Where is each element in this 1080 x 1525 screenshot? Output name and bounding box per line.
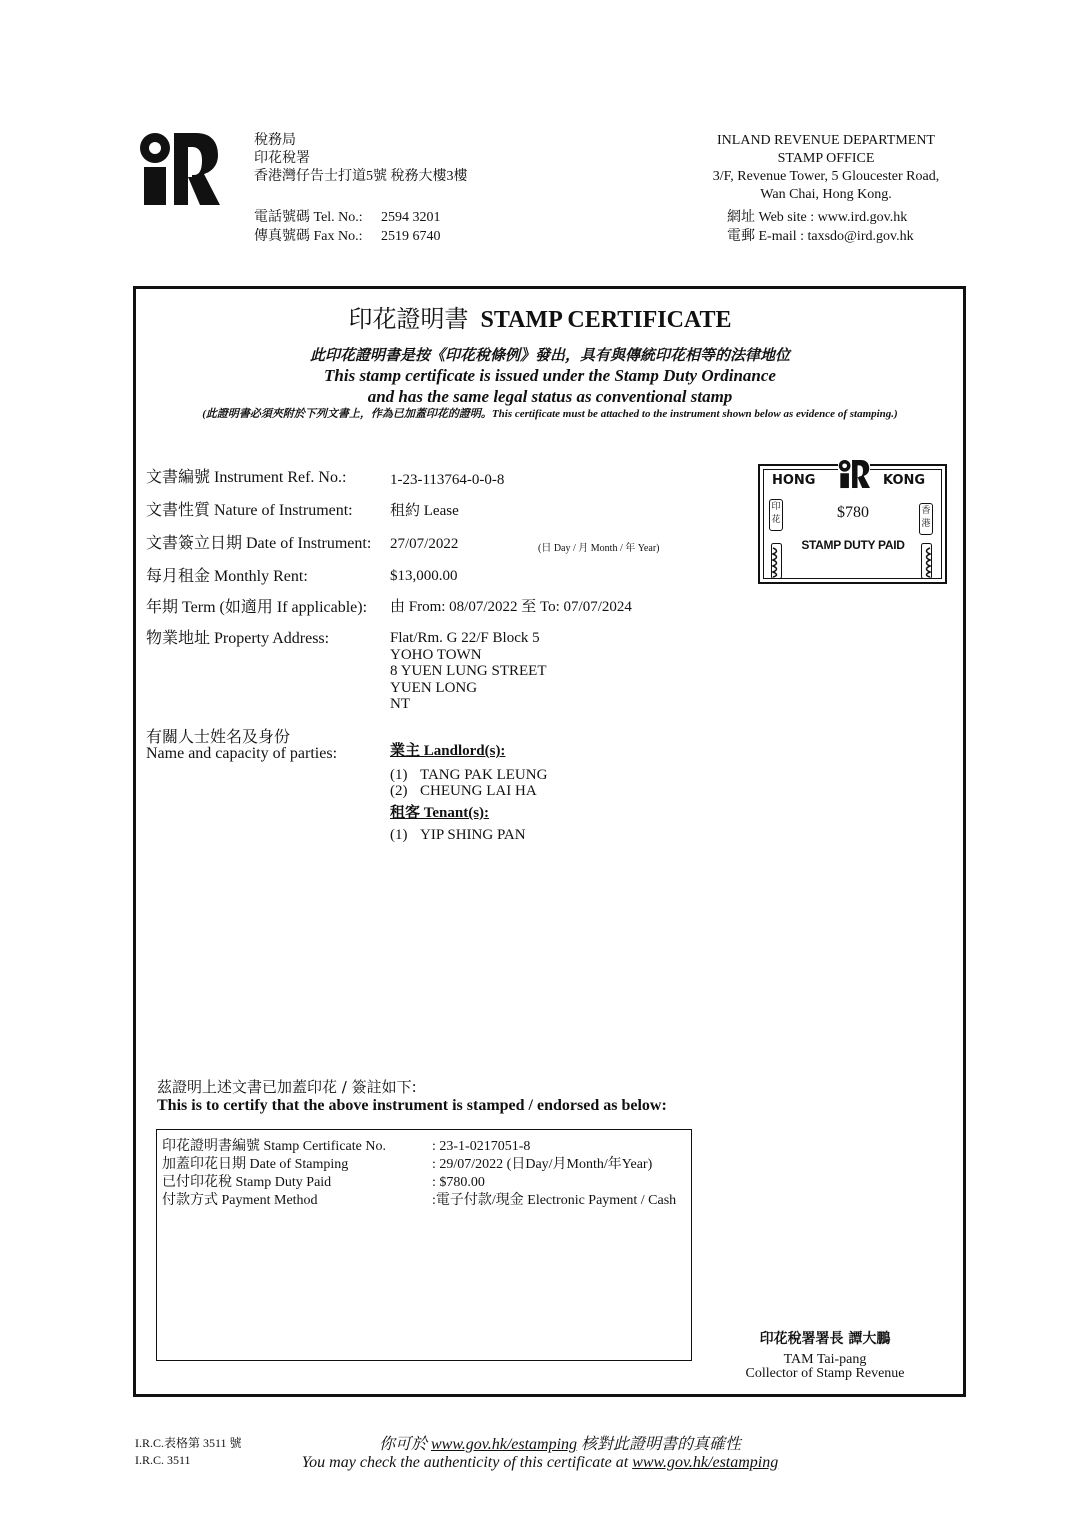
verify-link[interactable]: www.gov.hk/estamping — [632, 1454, 779, 1471]
stamping-date-label: 加蓋印花日期 Date of Stamping — [162, 1157, 349, 1172]
stamping-date-value: : 29/07/2022 (日Day/月Month/年Year) — [432, 1157, 653, 1172]
stamp-ornament-right-icon — [921, 543, 932, 579]
parties-label-cn: 有關人士姓名及身份 — [146, 729, 291, 746]
website-link[interactable]: 網址 Web site : www.ird.gov.hk — [727, 210, 908, 225]
collector-title-en: Collector of Stamp Revenue — [745, 1366, 905, 1381]
address-line: YUEN LONG — [390, 679, 478, 696]
ref-label: 文書編號 Instrument Ref. No.: — [146, 469, 347, 486]
verify-note-en — [0, 1454, 1080, 1472]
term-value: 由 From: 08/07/2022 至 To: 07/07/2024 — [390, 599, 632, 615]
landlord-entry: (1) TANG PAK LEUNG — [390, 767, 548, 783]
title-cn: 印花證明書 — [348, 307, 469, 333]
stamp-kong-text: KONG — [883, 473, 926, 488]
stamp-ird-logo-icon — [838, 459, 870, 489]
date-label: 文書簽立日期 Date of Instrument: — [146, 535, 372, 552]
nature-label: 文書性質 Nature of Instrument: — [146, 502, 353, 519]
tel-value: 2594 3201 — [381, 210, 441, 225]
stamp-hong-text: HONG — [772, 473, 816, 488]
nature-value: 租約 Lease — [390, 503, 459, 519]
certificate-title — [0, 305, 1080, 335]
date-value: 27/07/2022 — [390, 536, 459, 552]
stamp-amount: $780 — [837, 504, 869, 521]
office-name-cn: 印花稅署 — [254, 151, 310, 166]
stamp-ornament-left-icon — [771, 543, 782, 579]
attachment-notice: (此證明書必須夾附於下列文書上，作為已加蓋印花的證明。This certificate must be attached to the instrument shown below as evidence of stamping.) — [202, 408, 898, 420]
verify-note-cn — [0, 1431, 1080, 1454]
fax-label: 傳真號碼 Fax No.: — [254, 229, 363, 244]
tenant-entry: (1) YIP SHING PAN — [390, 827, 526, 843]
parties-label — [146, 730, 337, 762]
payment-method-label: 付款方式 Payment Method — [162, 1193, 318, 1208]
duty-paid-value: : $780.00 — [432, 1175, 485, 1190]
form-number-cn: I.R.C.表格第 3511 號 — [135, 1436, 242, 1450]
date-format-hint: (日 Day / 月 Month / 年 Year) — [538, 543, 660, 554]
address-en-line2: Wan Chai, Hong Kong. — [760, 187, 892, 202]
tenant-heading: 租客 Tenant(s): — [390, 805, 490, 821]
title-en: STAMP CERTIFICATE — [480, 307, 732, 333]
web-contact — [727, 208, 914, 246]
subtitle-cn: 此印花證明書是按《印花稅條例》發出，具有與傳統印花相等的法律地位 — [309, 346, 790, 364]
certificate-no-label: 印花證明書編號 Stamp Certificate No. — [162, 1139, 386, 1154]
parties-list — [390, 739, 547, 843]
form-number-en: I.R.C. 3511 — [135, 1453, 191, 1467]
payment-method-value: :電子付款/現金 Electronic Payment / Cash — [432, 1193, 677, 1208]
address-en-line1: 3/F, Revenue Tower, 5 Gloucester Road, — [712, 169, 940, 184]
property-address — [390, 630, 547, 713]
department-name-cn: 稅務局 — [254, 133, 296, 148]
fax-value: 2519 6740 — [381, 229, 441, 244]
subtitle-en-2: and has the same legal status as conventional stamp — [367, 387, 733, 406]
address-line: Flat/Rm. G 22/F Block 5 — [390, 630, 540, 646]
ref-value: 1-23-113764-0-0-8 — [390, 472, 505, 488]
verify-cn-post: 核對此證明書的真確性 — [581, 1436, 742, 1453]
term-label: 年期 Term (如適用 If applicable): — [146, 599, 368, 616]
collector-name-en: TAM Tai-pang — [783, 1352, 867, 1367]
department-address-chinese — [254, 132, 468, 186]
department-name-en: INLAND REVENUE DEPARTMENT — [717, 133, 935, 148]
tel-label: 電話號碼 Tel. No.: — [254, 210, 363, 225]
duty-paid-label: 已付印花稅 Stamp Duty Paid — [162, 1175, 332, 1190]
parties-label-en: Name and capacity of parties: — [146, 745, 338, 762]
collector-title-cn: 印花稅署署長 譚大鵬 — [759, 1331, 891, 1347]
stamp-side-left: 印花 — [769, 499, 783, 531]
certificate-no-value: : 23-1-0217051-8 — [432, 1139, 531, 1154]
subtitle-en-1: This stamp certificate is issued under the Stamp Duty Ordinance — [324, 366, 776, 385]
verify-en-pre: You may check the authenticity of this certificate at — [301, 1454, 629, 1471]
address-line: 8 YUEN LUNG STREET — [390, 663, 547, 679]
contact-numbers — [254, 208, 441, 246]
email-link[interactable]: 電郵 E-mail : taxsdo@ird.gov.hk — [727, 229, 914, 244]
landlord-entry: (2) CHEUNG LAI HA — [390, 783, 537, 799]
ird-logo — [138, 131, 220, 207]
address-cn: 香港灣仔告士打道5號 稅務大樓3樓 — [254, 169, 468, 184]
rent-label: 每月租金 Monthly Rent: — [146, 568, 308, 585]
rent-value: $13,000.00 — [390, 568, 458, 584]
address-line: NT — [390, 696, 410, 712]
stamp-side-right: 香港 — [919, 503, 933, 535]
certify-statement-cn: 茲證明上述文書已加蓋印花 / 簽註如下: — [157, 1078, 417, 1096]
certify-statement-en: This is to certify that the above instrument is stamped / endorsed as below: — [157, 1097, 667, 1114]
landlord-heading: 業主 Landlord(s): — [390, 743, 506, 759]
office-name-en: STAMP OFFICE — [777, 151, 875, 166]
department-address-english — [680, 132, 972, 204]
stamp-paid-text: STAMP DUTY PAID — [801, 538, 905, 552]
address-label: 物業地址 Property Address: — [146, 630, 330, 647]
verify-cn-pre: 你可於 — [378, 1436, 427, 1453]
address-line: YOHO TOWN — [390, 646, 482, 663]
verify-link[interactable]: www.gov.hk/estamping — [430, 1436, 578, 1453]
